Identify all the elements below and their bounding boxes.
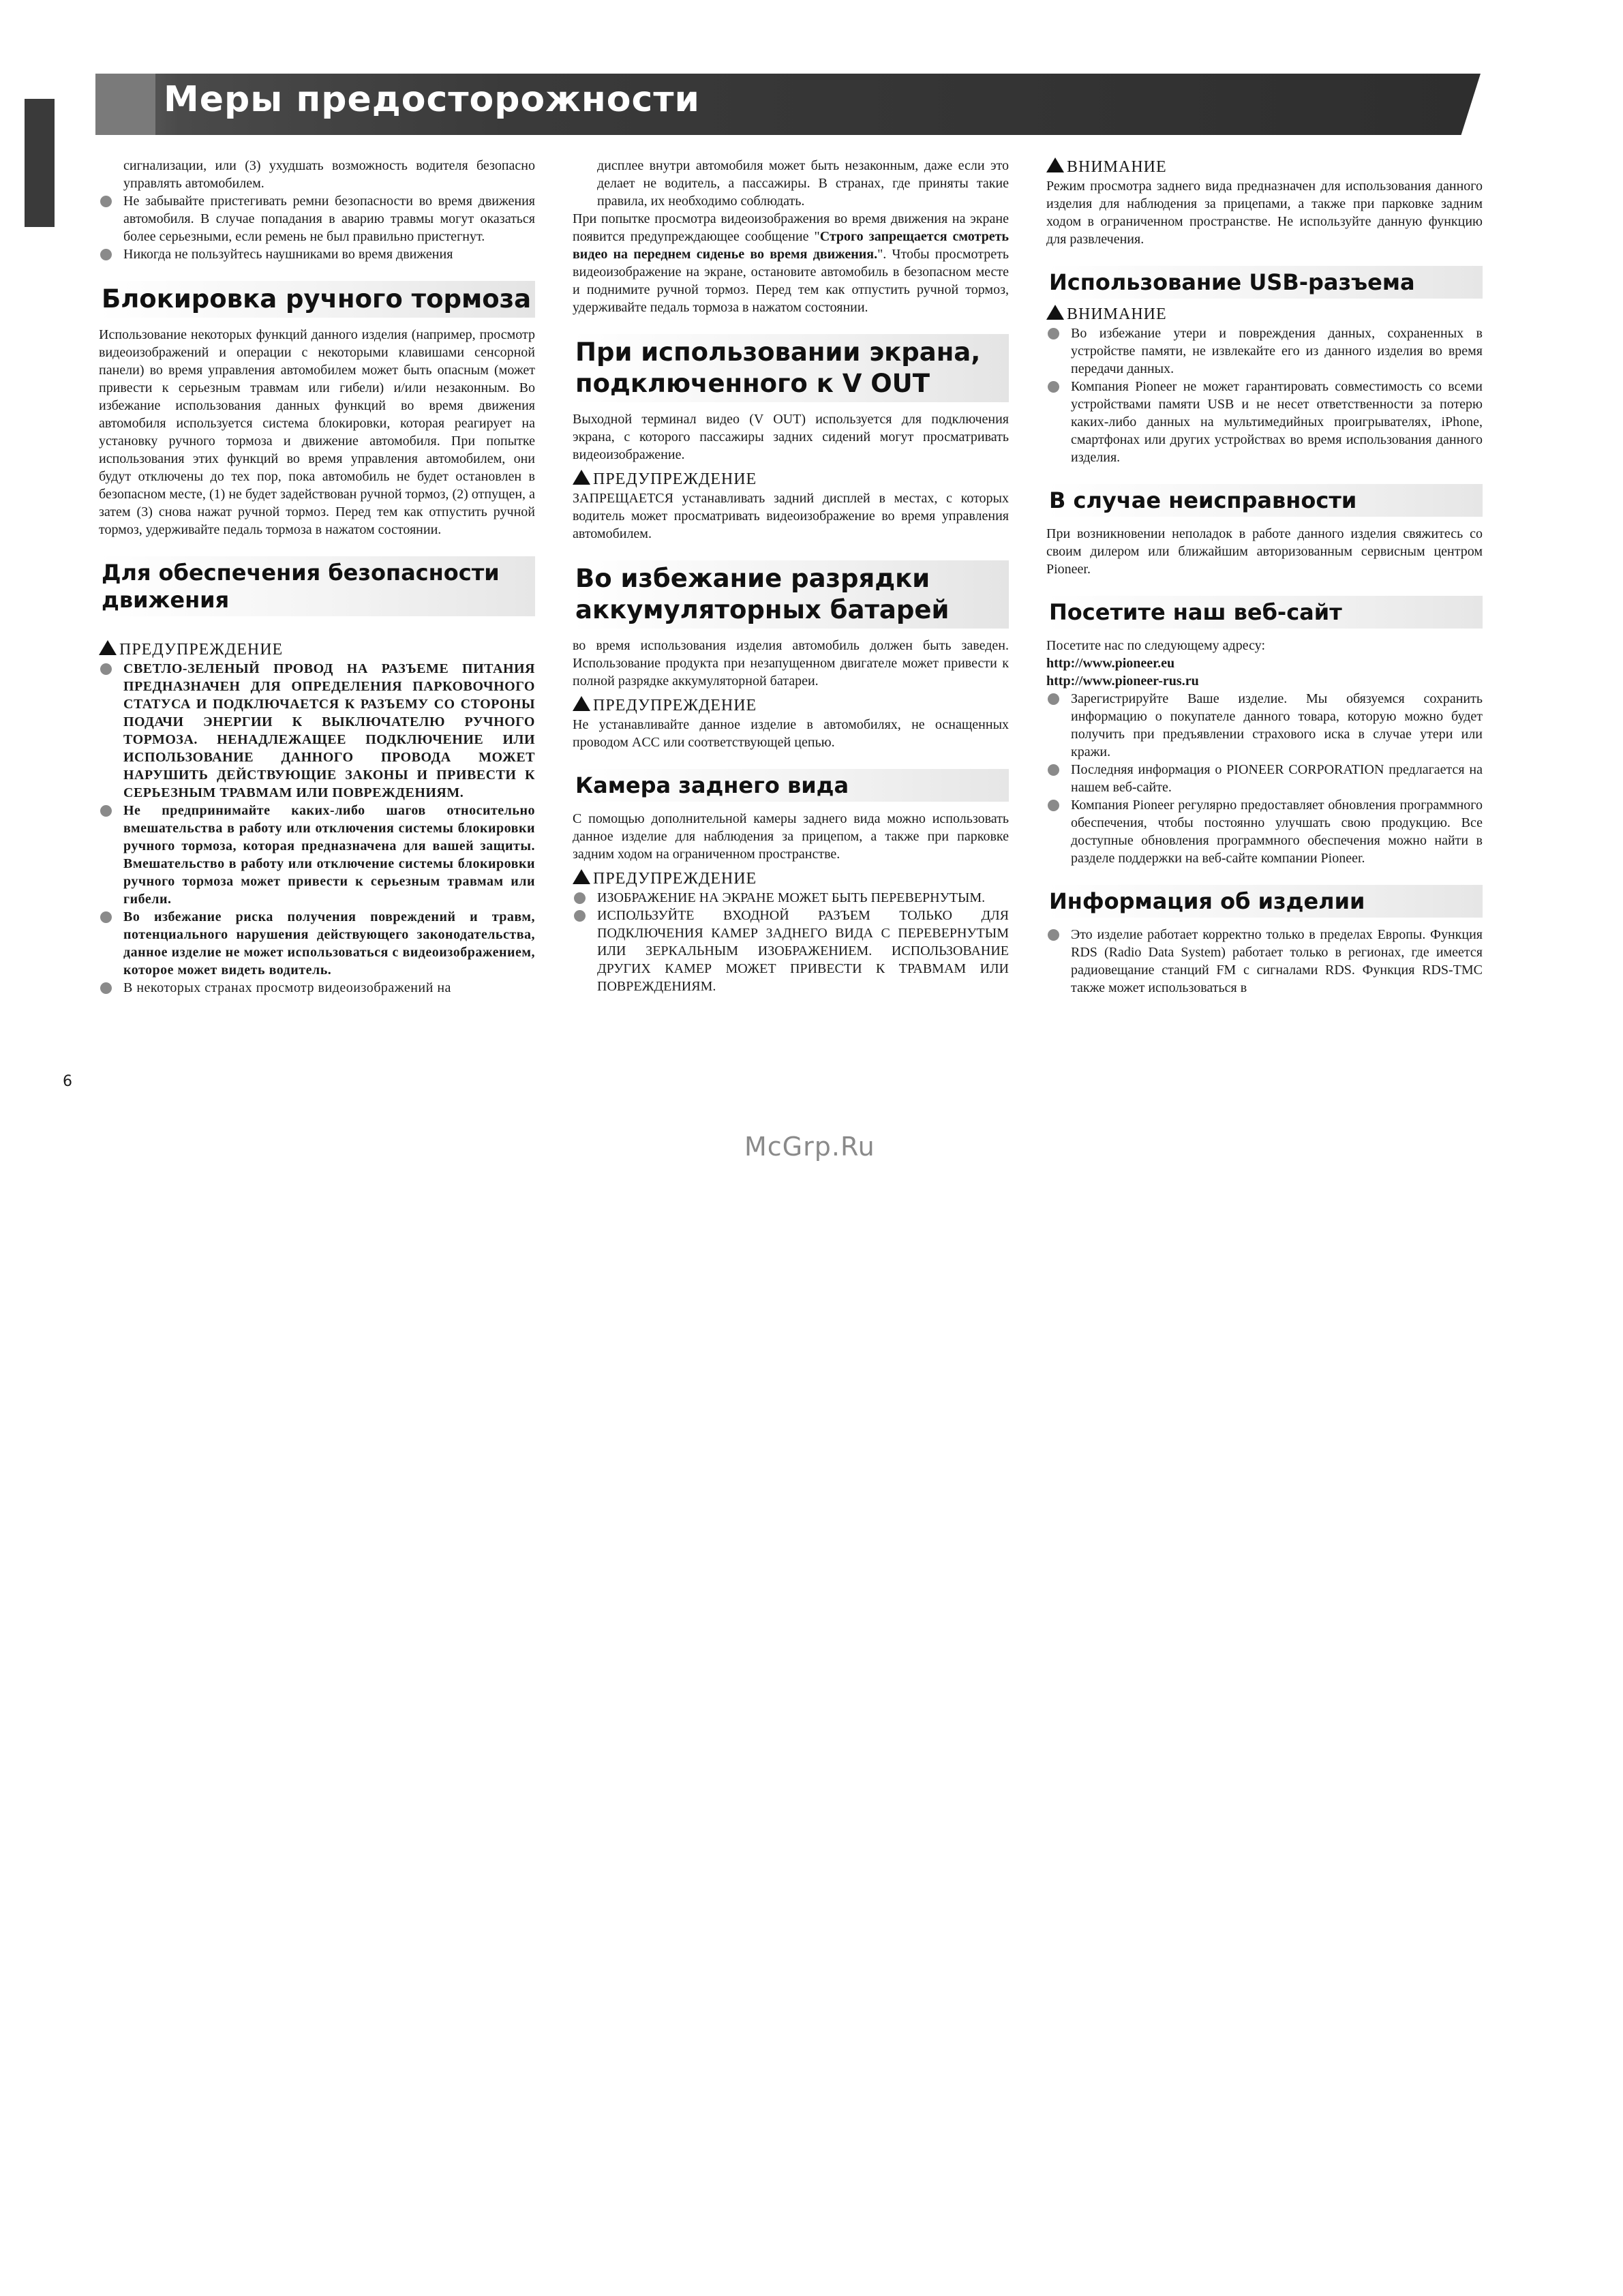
battery-warning-text: Не устанавливайте данное изделие в автомобилях, не оснащенных проводом ACC или соответствующей цепью.	[573, 717, 1009, 750]
column-2	[573, 157, 1009, 995]
brake-text: Использование некоторых функций данного изделия (например, просмотр видеоизображений и операции с некоторыми клавишами сенсорной панели) во время управления автомобилем может быть опасным (может привести к серьезным травмам или гибели) и/или незаконным. Во избежание использования данных функций во время движения автомобиля используется система блокировки, которая реагирует на установку ручного тормоза и движение автомобиля. При попытке использования этих функций во время управления автомобилем, они будут отключены до тех пор, пока автомобиль не будет остановлен в безопасном месте, (1) не будет задействован ручной тормоз, (2) отпущен, а затем (3) снова нажат ручной тормоз. Перед тем как отпустить ручной тормоз, удерживайте педаль тормоза в нажатом состоянии.	[99, 327, 535, 537]
caution-label: ВНИМАНИЕ	[1046, 304, 1483, 324]
warning-label: ПРЕДУПРЕЖДЕНИЕ	[573, 695, 1009, 716]
section-title-brake: Блокировка ручного тормоза	[99, 281, 535, 318]
website-list	[1046, 690, 1483, 867]
column-1	[99, 157, 535, 997]
side-tab	[25, 99, 55, 227]
warning-label: ПРЕДУПРЕЖДЕНИЕ	[99, 639, 535, 660]
list-item: Компания Pioneer регулярно предоставляет обновления программного обеспечения, чтобы постоянно улучшать свою продукцию. Все доступные обновления программного обеспечения можно найти в разделе поддержки на веб-сайте компании Pioneer.	[1046, 796, 1483, 867]
header-notch	[95, 74, 155, 135]
warning-icon	[1046, 157, 1064, 172]
section-title-battery: Во избежание разрядки аккумуляторных батарей	[573, 560, 1009, 629]
list-item: ИЗОБРАЖЕНИЕ НА ЭКРАНЕ МОЖЕТ БЫТЬ ПЕРЕВЕРНУТЫМ.	[573, 889, 1009, 907]
list-item: Это изделие работает корректно только в пределах Европы. Функция RDS (Radio Data System) работает только в регионах, где имеется радиовещание станций FM с сигналами RDS. Функция RDS-TMC также может использоваться в	[1046, 926, 1483, 997]
safety-list	[99, 660, 535, 997]
warning-icon	[573, 869, 590, 884]
intro-continuation: сигнализации, или (3) ухудшать возможность водителя безопасно управлять автомобилем.	[123, 158, 535, 191]
list-item: ИСПОЛЬЗУЙТЕ ВХОДНОЙ РАЗЪЕМ ТОЛЬКО ДЛЯ ПОДКЛЮЧЕНИЯ КАМЕР ЗАДНЕГО ВИДА С ПЕРЕВЕРНУТЫМ ИЛИ ЗЕРКАЛЬНЫМ ИЗОБРАЖЕНИЕМ. ИСПОЛЬЗОВАНИЕ ДРУГИХ КАМЕР МОЖЕТ ПРИВЕСТИ К ТРАВМАМ ИЛИ ПОВРЕЖДЕНИЯМ.	[573, 907, 1009, 995]
vout-warning-text: ЗАПРЕЩАЕТСЯ устанавливать задний дисплей в местах, с которых водитель может просматривать видеоизображение во время управления автомобилем.	[573, 491, 1009, 541]
camera-caution-text: Режим просмотра заднего вида предназначен для использования данного изделия для наблюдения за прицепами, а также при парковке задним ходом в ограниченном пространстве. Не используйте данную функцию для развлечения.	[1046, 179, 1483, 247]
warning-icon	[99, 640, 117, 655]
website-link[interactable]: http://www.pioneer.eu	[1046, 656, 1175, 671]
list-item: Не предпринимайте каких-либо шагов относительно вмешательства в работу или отключения системы блокировки ручного тормоза, которая предназначена для вашей защиты. Вмешательство в работу или отключение системы блокировки ручного тормоза может привести к серьезным травмам или гибели.	[99, 802, 535, 908]
list-item: Зарегистрируйте Ваше изделие. Мы обязуемся сохранить информацию о покупателе данного товара, которую можно будет получить при предъявлении страхового иска в случае утери или кражи.	[1046, 690, 1483, 761]
page-title: Меры предосторожности	[164, 79, 700, 120]
section-title-camera: Камера заднего вида	[573, 769, 1009, 802]
column-2-continuation: дисплее внутри автомобиля может быть незаконным, даже если это делает не водитель, а пассажиры. В странах, где приняты такие правила, их необходимо соблюдать.	[597, 158, 1009, 209]
warning-label: ПРЕДУПРЕЖДЕНИЕ	[573, 469, 1009, 489]
video-warning-text: При попытке просмотра видеоизображения во время движения на экране появится предупреждающее сообщение "Строго запрещается смотреть видео на переднем сиденье во время движения.". Чтобы просмотреть видеоизображение на экране, остановите автомобиль в безопасном месте и поднимите ручной тормоз. Перед тем как отпустить ручной тормоз, удерживайте педаль тормоза в нажатом состоянии.	[573, 211, 1009, 315]
list-item: Компания Pioneer не может гарантировать совместимость со всеми устройствами памяти USB и не несет ответственности за потерю каких-либо данных на мультимедийных проигрывателях, iPhone, смартфонах или других устройствах во время использования данного изделия.	[1046, 378, 1483, 466]
website-text: Посетите нас по следующему адресу:	[1046, 638, 1266, 653]
malfunction-text: При возникновении неполадок в работе данного изделия свяжитесь со своим дилером или ближайшим авторизованным сервисным центром Pioneer.	[1046, 526, 1483, 577]
caution-label: ВНИМАНИЕ	[1046, 157, 1483, 177]
section-title-usb: Использование USB-разъема	[1046, 266, 1483, 299]
vout-text: Выходной терминал видео (V OUT) используется для подключения экрана, с которого пассажиры задних сидений могут просматривать видеоизображение.	[573, 412, 1009, 462]
product-list	[1046, 926, 1483, 997]
page-number: 6	[63, 1073, 72, 1090]
section-title-website: Посетите наш веб-сайт	[1046, 596, 1483, 629]
section-title-malfunction: В случае неисправности	[1046, 484, 1483, 517]
website-link[interactable]: http://www.pioneer-rus.ru	[1046, 674, 1199, 689]
column-3	[1046, 157, 1483, 997]
list-item: Во избежание риска получения повреждений и травм, потенциального нарушения действующего законодательства, данное изделие не может использоваться с видеоизображением, которое может видеть водитель.	[99, 908, 535, 979]
section-title-vout: При использовании экрана, подключенного к V OUT	[573, 334, 1009, 402]
list-item: В некоторых странах просмотр видеоизображений на	[99, 979, 535, 997]
list-item: Последняя информация о PIONEER CORPORATION предлагается на нашем веб-сайте.	[1046, 761, 1483, 796]
camera-list	[573, 889, 1009, 995]
watermark: McGrp.Ru	[744, 1132, 875, 1162]
list-item: Никогда не пользуйтесь наушниками во время движения	[99, 245, 535, 263]
battery-text: во время использования изделия автомобиль должен быть заведен. Использование продукта при незапущенном двигателе может привести к полной разрядке аккумуляторной батареи.	[573, 638, 1009, 689]
list-item: Во избежание утери и повреждения данных, сохраненных в устройстве памяти, не извлекайте его из данного изделия во время передачи данных.	[1046, 324, 1483, 378]
warning-icon	[573, 696, 590, 711]
section-title-product: Информация об изделии	[1046, 885, 1483, 918]
intro-list	[99, 192, 535, 263]
warning-icon	[1046, 305, 1064, 320]
camera-text: С помощью дополнительной камеры заднего вида можно использовать данное изделие для наблюдения за прицепом, а также при парковке задним ходом на ограниченном пространстве.	[573, 811, 1009, 862]
list-item: СВЕТЛО-ЗЕЛЕНЫЙ ПРОВОД НА РАЗЪЕМЕ ПИТАНИЯ ПРЕДНАЗНАЧЕН ДЛЯ ОПРЕДЕЛЕНИЯ ПАРКОВОЧНОГО СТАТУСА И ПОДКЛЮЧАЕТСЯ К РАЗЪЕМУ СО СТОРОНЫ ПОДАЧИ ЭНЕРГИИ К ВЫКЛЮЧАТЕЛЮ РУЧНОГО ТОРМОЗА. НЕНАДЛЕЖАЩЕЕ ПОДКЛЮЧЕНИЕ ИЛИ ИСПОЛЬЗОВАНИЕ ДАННОГО ПРОВОДА МОЖЕТ НАРУШИТЬ ДЕЙСТВУЮЩИЕ ЗАКОНЫ И ПРИВЕСТИ К СЕРЬЕЗНЫМ ТРАВМАМ ИЛИ ПОВРЕЖДЕНИЯМ.	[99, 660, 535, 802]
usb-list	[1046, 324, 1483, 466]
list-item: Не забывайте пристегивать ремни безопасности во время движения автомобиля. В случае попадания в аварию травмы могут оказаться более серьезными, если ремень не был правильно пристегнут.	[99, 192, 535, 245]
warning-label: ПРЕДУПРЕЖДЕНИЕ	[573, 868, 1009, 889]
warning-icon	[573, 470, 590, 485]
section-title-safety: Для обеспечения безопасности движения	[99, 556, 535, 616]
